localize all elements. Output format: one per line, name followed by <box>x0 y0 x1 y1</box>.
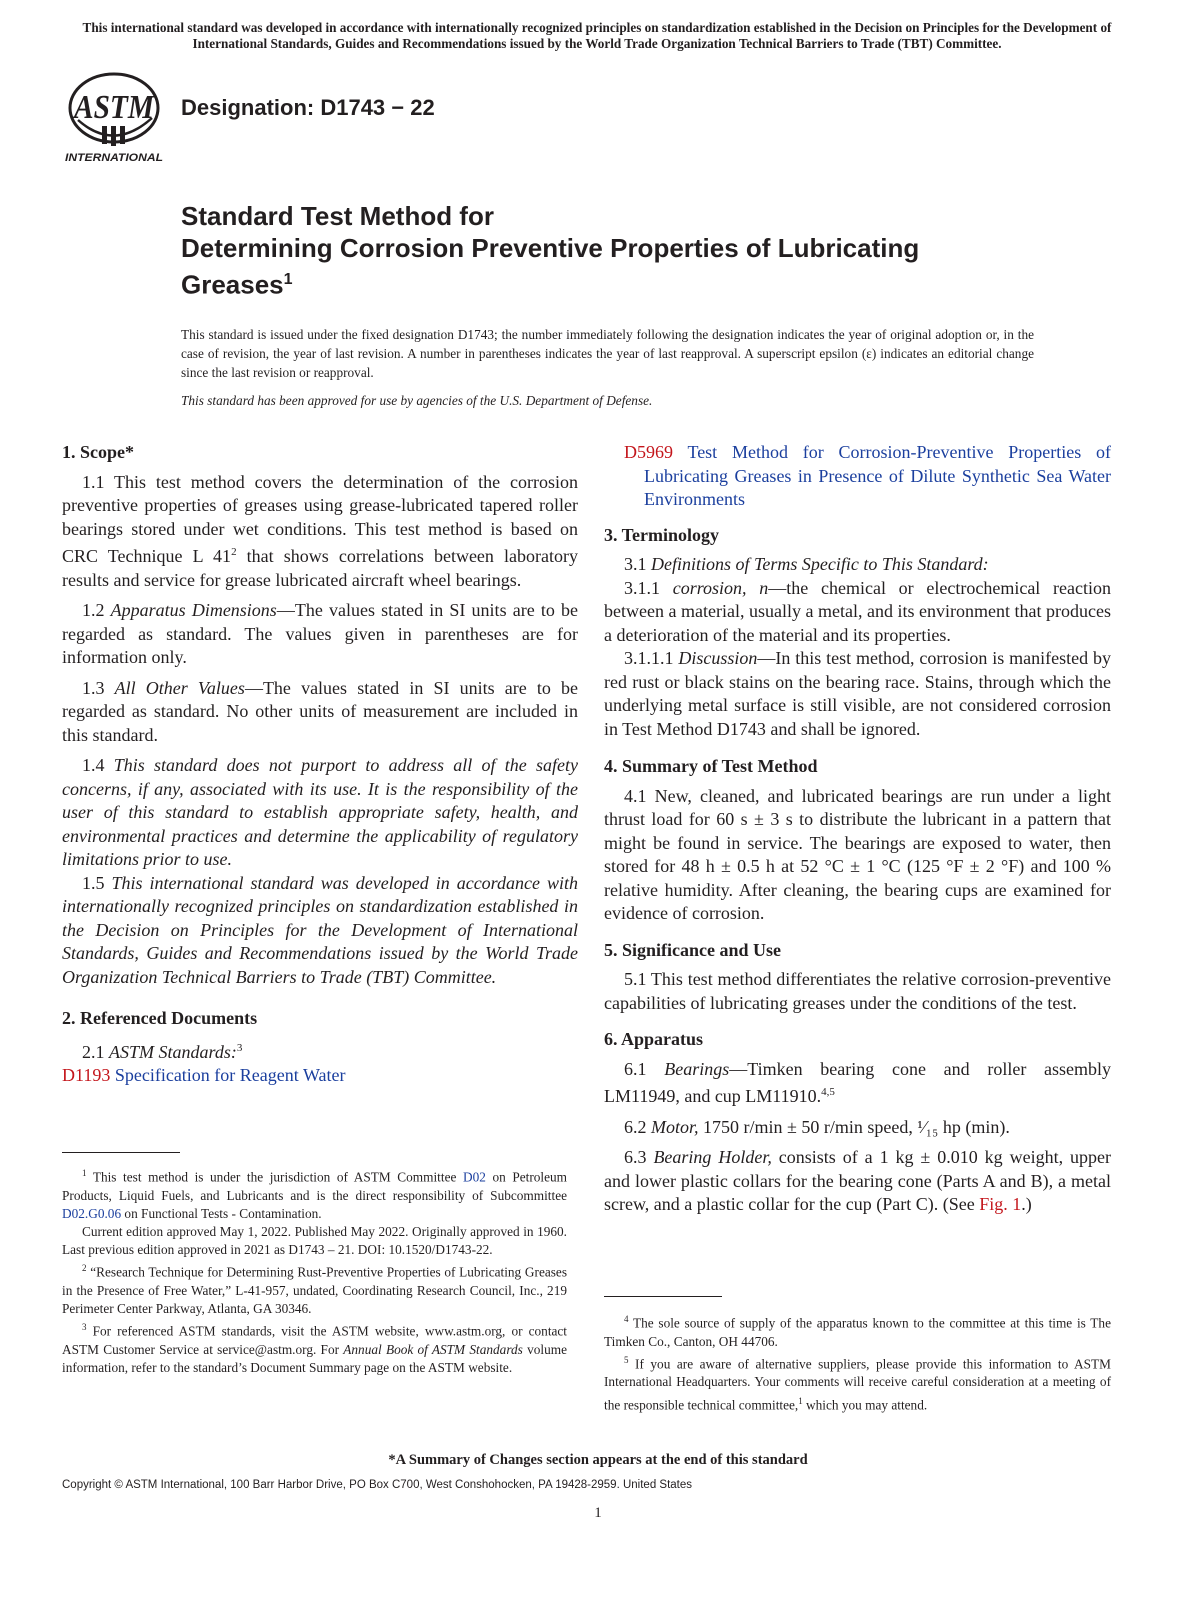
footnote-1-edition: Current edition approved May 1, 2022. Published May 2022. Originally approved in 1960. Last previous edition approved in 2021 as D1743 – 21. DOI: 10.1520/D1743-22. <box>62 1224 567 1258</box>
title-footnote-mark: 1 <box>283 271 293 288</box>
section-3-heading: 3. Terminology <box>604 524 720 545</box>
svg-text:INTERNATIONAL: INTERNATIONAL <box>65 152 164 164</box>
para-4-1: 4.1 New, cleaned, and lubricated bearings are run under a light thrust load for 60 s ± 3 s to distribute the lubricant in a pattern that might be found in service. The bearings are exposed to water, then stored for 48 h ± 0.5 h at 52 °C ± 1 °C (125 °F ± 2 °F) and 100 % relative humidity. After cleaning, the bearing cups are examined for evidence of corrosion. <box>604 785 1111 923</box>
footnotes-right <box>604 1310 1111 1414</box>
committee-d02-link[interactable]: D02 <box>462 1169 486 1185</box>
copyright-line: Copyright © ASTM International, 100 Barr Harbor Drive, PO Box C700, West Conshohocken, PA 19428-2959. United States <box>62 1479 693 1491</box>
para-1-2: 1.2 Apparatus Dimensions—The values stated in SI units are to be regarded as standard. The values given in parentheses are for information only. <box>62 600 578 667</box>
section-2-heading: 2. Referenced Documents <box>62 1008 258 1028</box>
section-4-heading: 4. Summary of Test Method <box>604 756 818 776</box>
title-line-3: Greases <box>181 269 284 300</box>
dod-statement: This standard has been approved for use by agencies of the U.S. Department of Defense. <box>181 393 653 408</box>
astm-logo <box>64 68 168 166</box>
summary-of-changes-note: *A Summary of Changes section appears at the end of this standard <box>388 1452 808 1468</box>
svg-text:ASTM: ASTM <box>72 89 156 126</box>
issuance-statement: This standard is issued under the fixed designation D1743; the number immediately following the designation indicates the year of original adoption or, in the case of revision, the year of last revision. A number in parentheses indicates the year of last reapproval. A superscript epsilon (ε) indicates an editorial change since the last revision or reapproval. <box>181 327 1034 380</box>
designation: Designation: D1743 − 22 <box>181 95 435 120</box>
para-3-1: 3.1 Definitions of Terms Specific to This Standard: <box>624 554 989 574</box>
para-1-3: 1.3 All Other Values—The values stated in SI units are to be regarded as standard. No other units of measurement are included in this standard. <box>62 677 579 745</box>
footnote-divider-right <box>604 1296 722 1297</box>
title-line-2: Determining Corrosion Preventive Properties of Lubricating <box>181 233 920 263</box>
section-1-heading: 1. Scope* <box>62 442 134 462</box>
top-notice: This international standard was developed in accordance with internationally recognized principles on standardization established in the Decision on Principles for the Development of International Standards, Guides and Recommendations issued by the World Trade Organization Technical Barriers to Trade (TBT) Committee. <box>82 20 1112 51</box>
page-number: 1 <box>594 1505 602 1521</box>
footnotes-left <box>62 1164 567 1378</box>
footnote-4: $^4$ The sole source of supply of the apparatus known to the committee at this time is The Timken Co., Canton, OH 44706. <box>604 1314 1111 1349</box>
para-2-1: 2.1 ASTM Standards:$^3$ <box>82 1041 243 1062</box>
para-6-3: 6.3 Bearing Holder, consists of a 1 kg ± 0.010 kg weight, upper and lower plastic collars for the bearing cone (Parts A and B), a metal screw, and a plastic collar for the cup (Part C). (See Fig. 1.) <box>604 1147 1111 1214</box>
footnote-1: $^1$ This test method is under the jurisdiction of ASTM Committee D02 on Petroleum Products, Liquid Fuels, and Lubricants and is the direct responsibility of Subcommittee D02.G0.06 on Functional Tests - Contamination. <box>62 1168 567 1221</box>
para-1-4: 1.4 This standard does not purport to address all of the safety concerns, if any, associated with its use. It is the responsibility of the user of this standard to establish appropriate safety, health, and environmental practices and determine the applicability of regulatory limitations prior to use. <box>62 755 579 869</box>
footnote-3: $^3$ For referenced ASTM standards, visit the ASTM website, www.astm.org, or contact ASTM Customer Service at service@astm.org. For Annual Book of ASTM Standards volume information, refer to the standard’s Document Summary page on the ASTM website. <box>62 1322 568 1376</box>
section-5-heading: 5. Significance and Use <box>604 939 782 960</box>
ref-d1193-link[interactable]: D1193 Specification for Reagent Water <box>62 1065 346 1085</box>
para-1-5: 1.5 This international standard was developed in accordance with internationally recognized principles on standardization established in the Decision on Principles for the Development of International Standards, Guides and Recommendations issued by the World Trade Organization Technical Barriers to Trade (TBT) Committee. <box>62 872 578 987</box>
ref-d5969-link[interactable]: D5969 Test Method for Corrosion-Preventive Properties of Lubricating Greases in Presence of Dilute Synthetic Sea Water Environments <box>624 442 1111 509</box>
left-column <box>62 441 578 1088</box>
section-6-heading: 6. Apparatus <box>604 1029 704 1049</box>
footnote-divider-left <box>62 1152 180 1153</box>
footnote-5: $^5$ If you are aware of alternative suppliers, please provide this information to ASTM International Headquarters. Your comments will receive careful consideration at a meeting of the responsible technical committee,$^1$ which you may attend. <box>604 1354 1111 1413</box>
para-1-1: 1.1 This test method covers the determination of the corrosion preventive properties of greases using grease-lubricated tapered roller bearings stored under wet conditions. This test method is based on CRC Technique L $41^2$ that shows correlations between laboratory results and service for grease lubricated aircraft wheel bearings. <box>62 471 578 590</box>
para-3-1-1-1: 3.1.1.1 Discussion—In this test method, corrosion is manifested by red rust or black stains on the bearing race. Stains, through which the underlying metal surface is still visible, are not considered corrosion in Test Method D1743 and shall be ignored. <box>604 648 1112 739</box>
footnote-2: $^2$ “Research Technique for Determining Rust-Preventive Properties of Lubricating Greases in the Presence of Free Water,” L-41-957, undated, Coordinating Research Council, Inc., 219 Perimeter Center Parkway, Atlanta, GA 30346. <box>62 1263 567 1317</box>
fig-1-link[interactable]: Fig. 1 <box>979 1194 1022 1214</box>
right-column <box>604 441 1111 1217</box>
title-line-1: Standard Test Method for <box>181 201 494 231</box>
para-6-1: 6.1 Bearings—Timken bearing cone and roller assembly LM11949, and cup LM11910.$^{4,5}$ <box>604 1058 1112 1106</box>
document-title <box>181 200 1081 301</box>
para-5-1: 5.1 This test method differentiates the relative corrosion-preventive capabilities of lubricating greases under the conditions of the test. <box>604 969 1111 1013</box>
para-6-2: 6.2 Motor, 1750 r/min ± 50 r/min speed, ¹⁄₁₅ hp (min). <box>624 1116 1010 1137</box>
subcommittee-link[interactable]: D02.G0.06 <box>62 1205 122 1221</box>
para-3-1-1: 3.1.1 corrosion, n—the chemical or electrochemical reaction between a material, usually a metal, and its environment that produces a deterioration of the material and its properties. <box>604 577 1111 645</box>
